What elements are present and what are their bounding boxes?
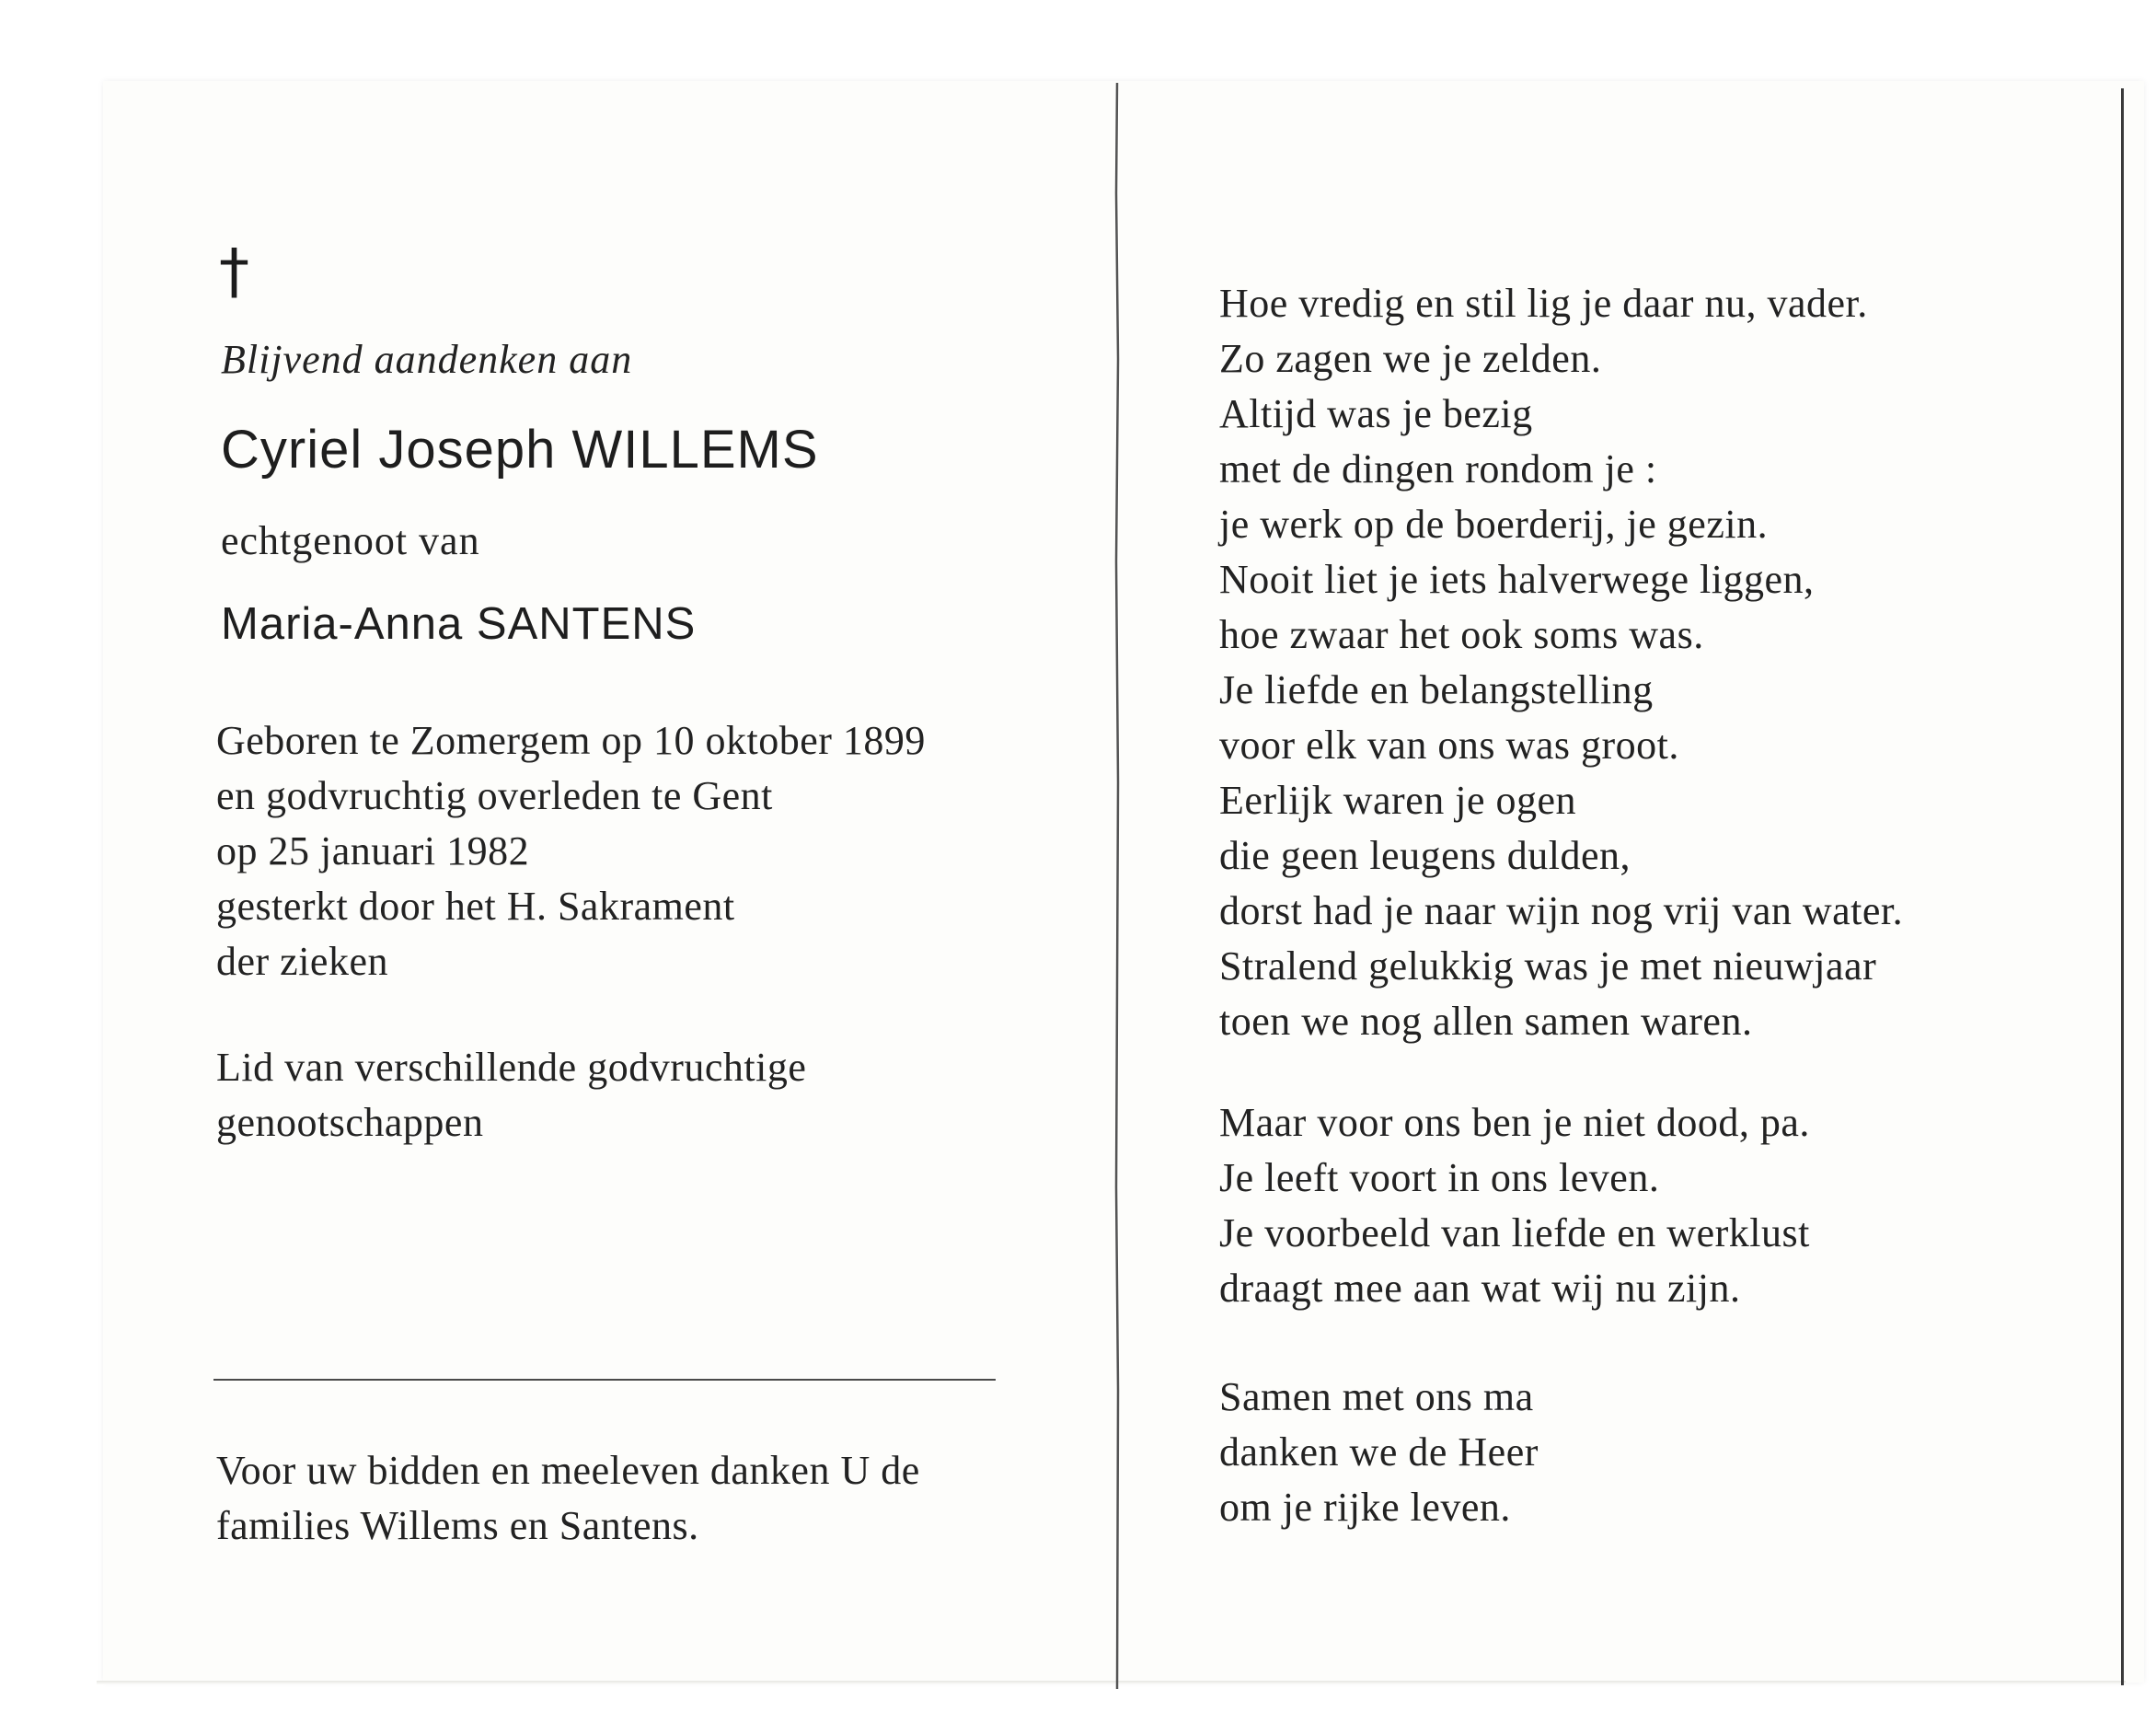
bio-line: der zieken <box>216 939 388 984</box>
thanks-note <box>216 1443 920 1554</box>
poem-line: Je voorbeeld van liefde en werklust <box>1219 1210 1810 1255</box>
card-fold-line <box>1113 83 1121 1689</box>
cross-icon: † <box>219 236 249 307</box>
membership-line: Lid van verschillende godvruchtige <box>216 1045 807 1090</box>
biography <box>216 713 926 989</box>
poem-line: Maar voor ons ben je niet dood, pa. <box>1219 1100 1810 1145</box>
poem-line: met de dingen rondom je : <box>1219 446 1657 492</box>
poem-line: hoe zwaar het ook soms was. <box>1219 612 1704 657</box>
bio-line: en godvruchtig overleden te Gent <box>216 773 773 818</box>
poem-line: Eerlijk waren je ogen <box>1219 778 1577 823</box>
poem-line: voor elk van ons was groot. <box>1219 723 1679 768</box>
intro-text: Blijvend aandenken aan <box>221 337 633 382</box>
poem-line: Nooit liet je iets halverwege liggen, <box>1219 557 1815 602</box>
thanks-line: Voor uw bidden en meeleven danken U de <box>216 1448 920 1493</box>
membership-line: genootschappen <box>216 1100 484 1145</box>
thanks-line: families Willems en Santens. <box>216 1503 699 1548</box>
poem-stanza-1 <box>1219 276 1903 1049</box>
poem-line: Stralend gelukkig was je met nieuwjaar <box>1219 943 1877 989</box>
poem-line: Je liefde en belangstelling <box>1219 667 1654 712</box>
spouse-name: Maria-Anna SANTENS <box>221 599 697 649</box>
poem-line: dorst had je naar wijn nog vrij van water. <box>1219 888 1904 933</box>
poem-line: draagt mee aan wat wij nu zijn. <box>1219 1266 1741 1311</box>
spouse-label: echtgenoot van <box>221 518 480 563</box>
divider-line <box>213 1379 996 1381</box>
poem-line: om je rijke leven. <box>1219 1485 1511 1530</box>
bio-line: Geboren te Zomergem op 10 oktober 1899 <box>216 718 926 763</box>
membership <box>216 1040 806 1151</box>
poem-line: danken we de Heer <box>1219 1429 1539 1475</box>
deceased-name: Cyriel Joseph WILLEMS <box>221 420 819 480</box>
poem-line: Zo zagen we je zelden. <box>1219 336 1602 381</box>
poem-line: Je leeft voort in ons leven. <box>1219 1155 1660 1200</box>
bio-line: gesterkt door het H. Sakrament <box>216 884 735 929</box>
poem-stanza-2 <box>1219 1095 1810 1316</box>
card-right-edge <box>2121 88 2124 1685</box>
poem-line: Samen met ons ma <box>1219 1374 1534 1419</box>
poem-line: Altijd was je bezig <box>1219 391 1533 436</box>
poem-line: Hoe vredig en stil lig je daar nu, vader. <box>1219 281 1868 326</box>
card-bottom-shadow <box>97 1681 2126 1684</box>
poem-line: toen we nog allen samen waren. <box>1219 999 1753 1044</box>
poem-line: je werk op de boerderij, je gezin. <box>1219 502 1769 547</box>
bio-line: op 25 januari 1982 <box>216 828 530 873</box>
poem-stanza-3 <box>1219 1370 1539 1535</box>
poem-line: die geen leugens dulden, <box>1219 833 1631 878</box>
